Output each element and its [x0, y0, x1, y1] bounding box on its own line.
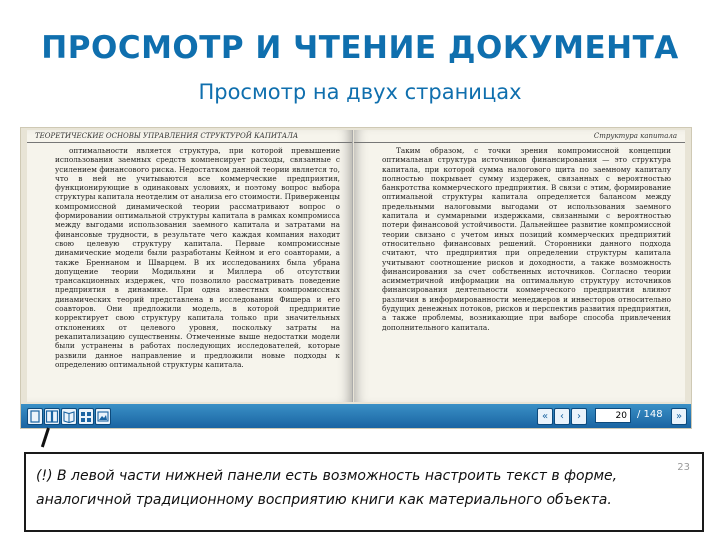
first-page-button[interactable]: «: [537, 408, 553, 425]
slide-subtitle: Просмотр на двух страницах: [198, 80, 522, 104]
document-viewer: [20, 127, 692, 429]
two-page-view-icon[interactable]: [44, 408, 60, 425]
total-pages-label: / 148: [637, 409, 663, 420]
page-number-input[interactable]: 20: [595, 408, 631, 423]
annotation-box: [24, 452, 704, 532]
right-page-header: Структура капитала: [354, 130, 685, 143]
annotation-text: (!) В левой части нижней панели есть возможность настроить текст в форме, аналогичной традиционному восприятию книги как материального объекта.: [36, 468, 618, 508]
right-page-text: Таким образом, с точки зрения компромиссной концепции оптимальная структура источников финансирования — это структура капитала, при которой сумма налогового щита по заемному капиталу полностью покрывает сумму издержек, связанных с вероятностью банкротства коммерческого предприятия. В связи с этим, формирование оптимальной структуры капитала определяется балансом между предельными налоговыми выгодами от использования заемного капитала и суммарными издержками, связанными с вероятностью потери финансовой устойчивости. Дальнейшее развитие компромиссной теории связано с учетом иных позиций коммерческих предприятий относительно финансовых решений. Сторонники данного подхода считают, что предприятия при определении структуры капитала учитывают соотношение рисков и доходности, а также возможность финансирования за счет собственных источников. Согласно теории асимметричной информации на оптимальную структуру источников финансирования деятельности коммерческого предприятия влияют различия в информированности менеджеров и инвесторов относительно будущих денежных потоков, рисков и перспектив развития предприятия, а также проблемы, возникающие при выборе способа привлечения дополнительного капитала.: [382, 146, 671, 332]
left-page-header: ТЕОРЕТИЧЕСКИЕ ОСНОВЫ УПРАВЛЕНИЯ СТРУКТУРОЙ КАПИТАЛА: [27, 130, 352, 143]
bottom-toolbar: [21, 404, 691, 428]
thumbnails-icon[interactable]: [78, 408, 94, 425]
right-page: [354, 130, 685, 402]
previous-page-button[interactable]: ‹: [554, 408, 570, 425]
image-view-icon[interactable]: [95, 408, 111, 425]
book-view-icon[interactable]: [61, 408, 77, 425]
two-page-spread: [27, 130, 685, 402]
single-page-view-icon[interactable]: [27, 408, 43, 425]
slide-number: 23: [677, 462, 690, 473]
next-page-button[interactable]: ›: [571, 408, 587, 425]
callout-pointer: [41, 428, 50, 448]
left-page: [27, 130, 353, 402]
left-page-text: оптимальности является структура, при которой превышение использования заемных средств компенсирует расходы, связанные с усилением финансового риска. Недостатком данной теории является то, что в ней не учитываются все коммерческие предприятия, функционирующие в одинаковых условиях, и поэтому вопрос выбора структуры капитала неотделим от анализа его стоимости. Приверженцы компромиссной динамической теории рассматривают вопрос о формировании оптимальной структуры капитала в рамках компромисса между выгодами использования заемного капитала и затратами на финансовые трудности, в результате чего каждая компания находит свою целевую структуру капитала. Первые компромиссные динамические модели были разработаны Кейном и его соавторами, а также Бреннаном и Шварцем. В их исследованиях была убрана допущение теории Модильяни и Миллера об отсутствии трансакционных издержек, что позволило рассматривать поведение предприятия в динамике. При одна известных компромиссных динамических теорий представлена в исследовании Фишера и его соавторов. Они предложили модель, в которой предприятие корректирует свою структуру капитала только при значительных отклонениях от целевого уровня, поскольку затраты на рекапитализацию существенны. Отмеченные выше недостатки модели были устранены в работах последующих исследователей, которые развили данное направление и предложили новые подходы к определению оптимальной структуры капитала.: [55, 146, 340, 369]
last-page-button[interactable]: »: [671, 408, 687, 425]
slide-title: ПРОСМОТР И ЧТЕНИЕ ДОКУМЕНТА: [41, 30, 679, 66]
